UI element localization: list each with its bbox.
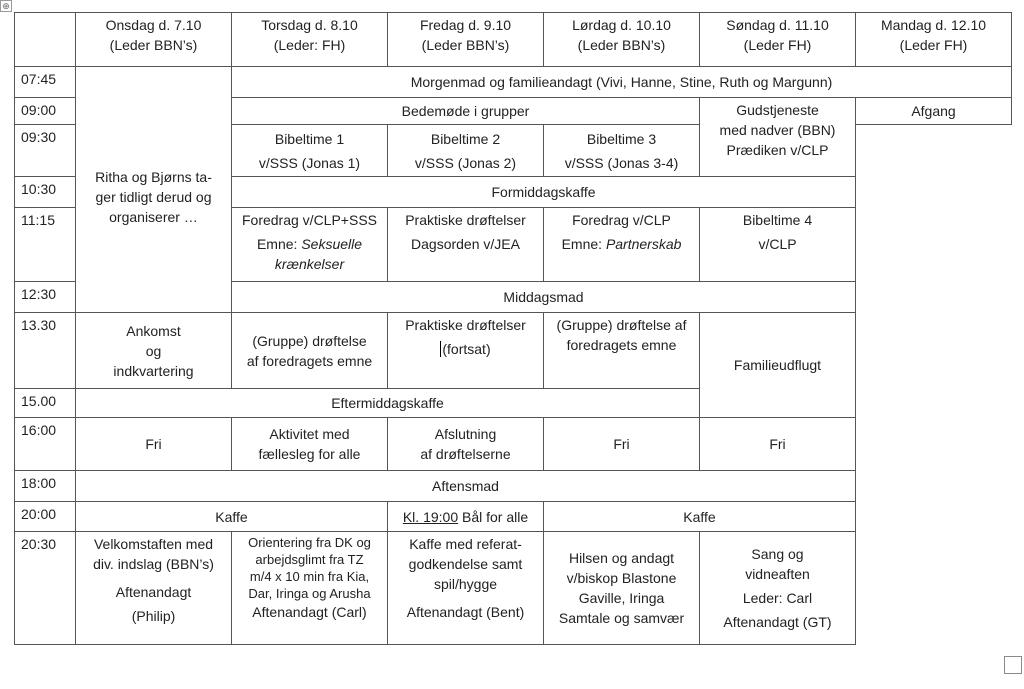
cell-breakfast[interactable]: Morgenmad og familieandagt (Vivi, Hanne, Stine, Ruth og Margunn) (232, 67, 1012, 98)
cell-fri-practical[interactable] (388, 208, 544, 282)
day-name: Torsdag d. 8.10 (261, 17, 358, 33)
cell-wed-evening[interactable] (76, 532, 232, 645)
cell-line: Velkomstaften med (93, 536, 214, 552)
cell-afternoon-coffee[interactable]: Eftermiddagskaffe (76, 389, 700, 418)
day-leader: (Leder FH) (743, 37, 812, 53)
cell-line: Foredrag v/CLP (572, 212, 671, 228)
day-header-thu[interactable] (232, 13, 388, 67)
cell-line: af drøftelserne (420, 446, 511, 462)
empty-area (856, 125, 1012, 645)
cell-line: Afslutning (434, 426, 497, 442)
cell-line: fællesleg for alle (258, 446, 361, 462)
topic-text: krænkelser (274, 256, 345, 272)
topic-text: Partnerskab (605, 236, 682, 252)
cell-line: Aftenandagt (GT) (723, 614, 832, 630)
cell-line: (Philip) (131, 608, 176, 624)
cell-coffee-wed-thu[interactable]: Kaffe (76, 502, 388, 532)
time-cell[interactable]: 15.00 (15, 389, 76, 418)
cell-line: v/SSS (Jonas 1) (258, 154, 361, 171)
cell-line (236, 234, 383, 254)
cell-line: indkvartering (113, 362, 194, 379)
cell-line: Samtale og samvær (558, 610, 685, 626)
cell-lunch[interactable]: Middagsmad (232, 282, 856, 313)
cell-wed-arrival[interactable] (76, 313, 232, 389)
topic-prefix: Emne: (561, 236, 606, 252)
cell-line: div. indslag (BBN’s) (93, 556, 214, 572)
day-header-fri[interactable] (388, 13, 544, 67)
cell-line-text: (fortsat) (442, 341, 491, 357)
cell-sat-lecture[interactable] (544, 208, 700, 282)
cell-sun-excursion[interactable]: Familieudflugt (700, 313, 856, 418)
schedule-table (14, 12, 1012, 645)
day-leader: (Leder BBN’s) (577, 37, 666, 53)
cell-line: Aftenandagt (Carl) (252, 604, 367, 620)
cell-sat-evening[interactable] (544, 532, 700, 645)
time-cell[interactable]: 20:00 (15, 502, 76, 532)
day-name: Søndag d. 11.10 (726, 17, 829, 33)
cell-bible3[interactable] (544, 125, 700, 177)
day-leader: (Leder: FH) (273, 37, 346, 53)
day-name: Fredag d. 9.10 (419, 17, 512, 33)
day-header-sun[interactable] (700, 13, 856, 67)
time-cell[interactable]: 20:30 (15, 532, 76, 645)
cell-wed-free[interactable]: Fri (76, 418, 232, 471)
cell-line: arbejdsglimt fra TZ (255, 552, 364, 567)
cell-line: Aftenandagt (115, 584, 192, 600)
table-move-handle-icon[interactable]: ⊕ (0, 0, 12, 12)
cell-line (392, 339, 539, 359)
cell-line: Gudstjeneste (736, 102, 819, 118)
cell-line: Gaville, Iringa (578, 590, 665, 606)
day-header-mon[interactable] (856, 13, 1012, 67)
cell-bible1[interactable] (232, 125, 388, 177)
day-name: Mandag d. 12.10 (880, 17, 987, 33)
table-resize-handle-icon[interactable] (1004, 656, 1022, 674)
bonfire-text: Bål for alle (458, 508, 529, 525)
cell-thu-evening[interactable] (232, 532, 388, 645)
cell-line: ger tidligt derud og (95, 189, 212, 205)
cell-line: Kaffe med referat- (409, 536, 522, 552)
time-cell[interactable]: 13.30 (15, 313, 76, 389)
day-name: Lørdag d. 10.10 (572, 17, 671, 33)
time-cell[interactable]: 09:30 (15, 125, 76, 177)
cell-line (548, 234, 695, 254)
cell-morning-coffee[interactable]: Formiddagskaffe (232, 177, 856, 208)
cell-line: Bibeltime 4 (742, 212, 813, 228)
time-cell[interactable]: 16:00 (15, 418, 76, 471)
cell-line: v/SSS (Jonas 3-4) (564, 154, 679, 171)
cell-line: Bibeltime 3 (586, 130, 657, 147)
time-cell[interactable]: 07:45 (15, 67, 76, 98)
cell-line: Bibeltime 2 (430, 130, 501, 147)
cell-line: Dar, Iringa og Arusha (248, 586, 371, 601)
cell-line: Prædiken v/CLP (726, 142, 829, 158)
cell-line: Aktivitet med (269, 426, 350, 442)
cell-line: med nadver (BBN) (719, 122, 836, 138)
cell-wed-early[interactable] (76, 67, 232, 313)
day-leader: (Leder FH) (899, 37, 968, 53)
cell-fri-evening[interactable] (388, 532, 544, 645)
cell-line: (Gruppe) drøftelse af (556, 317, 687, 333)
cell-line: og (145, 342, 162, 359)
cell-sun-evening[interactable] (700, 532, 856, 645)
cell-line: Ankomst (126, 322, 181, 339)
cell-line: v/biskop Blastone (566, 570, 677, 586)
cell-sat-free[interactable]: Fri (544, 418, 700, 471)
cell-bible2[interactable] (388, 125, 544, 177)
cell-line: Hilsen og andagt (568, 550, 675, 566)
cell-line: Ritha og Bjørns ta- (95, 169, 212, 185)
cell-line: m/4 x 10 min fra Kia, (249, 569, 370, 584)
cell-sun-bible4[interactable] (700, 208, 856, 282)
row-0745 (15, 67, 1012, 98)
cell-line: Aftenandagt (Bent) (406, 604, 525, 620)
cell-line: Foredrag v/CLP+SSS (241, 212, 377, 228)
day-leader: (Leder BBN’s) (421, 37, 510, 53)
cell-line: foredragets emne (566, 337, 677, 353)
cell-fri-practical-cont[interactable] (388, 313, 544, 389)
header-row (15, 13, 1012, 67)
cell-line: Bibeltime 1 (274, 130, 345, 147)
day-name: Onsdag d. 7.10 (105, 17, 202, 33)
cell-thu-group[interactable] (232, 313, 388, 389)
time-cell[interactable]: 10:30 (15, 177, 76, 208)
cell-line: (Gruppe) drøftelse (252, 332, 367, 349)
cell-coffee-sat-sun[interactable]: Kaffe (544, 502, 856, 532)
cell-line: Sang og (751, 546, 804, 562)
cell-line: Praktiske drøftelser (405, 317, 526, 333)
cell-fri-bonfire[interactable] (388, 502, 544, 532)
cell-line: spil/hygge (433, 576, 498, 592)
cell-line: Leder: Carl (742, 590, 813, 606)
cell-line: Orientering fra DK og (248, 535, 371, 550)
time-cell[interactable]: 09:00 (15, 98, 76, 125)
day-header-sat[interactable] (544, 13, 700, 67)
cell-fri-closing[interactable] (388, 418, 544, 471)
cell-prayer[interactable]: Bedemøde i grupper (232, 98, 700, 125)
cell-line: Praktiske drøftelser (405, 212, 526, 228)
topic-prefix: Emne: (256, 236, 302, 252)
cell-thu-lecture[interactable] (232, 208, 388, 282)
cell-line: godkendelse samt (408, 556, 523, 572)
cell-sun-free[interactable]: Fri (700, 418, 856, 471)
day-leader: (Leder BBN’s) (109, 37, 198, 53)
topic-text: Seksuelle (301, 236, 363, 252)
time-cell[interactable]: 12:30 (15, 282, 76, 313)
corner-cell (15, 13, 76, 67)
cell-line: af foredragets emne (246, 352, 373, 369)
time-cell[interactable]: 11:15 (15, 208, 76, 282)
cell-line: vidneaften (745, 566, 810, 582)
day-header-wed[interactable] (76, 13, 232, 67)
cell-line: organiserer … (109, 209, 198, 225)
bonfire-time: Kl. 19:00 (402, 508, 459, 525)
cell-line: v/SSS (Jonas 2) (414, 154, 517, 171)
cell-dinner[interactable]: Aftensmad (76, 471, 856, 502)
time-cell[interactable]: 18:00 (15, 471, 76, 502)
cell-mon-departure[interactable]: Afgang (856, 98, 1012, 125)
cell-thu-activity[interactable] (232, 418, 388, 471)
cell-sun-service[interactable] (700, 98, 856, 177)
cell-line: v/CLP (758, 236, 797, 252)
cell-line: Dagsorden v/JEA (411, 236, 520, 252)
cell-sat-group[interactable] (544, 313, 700, 389)
